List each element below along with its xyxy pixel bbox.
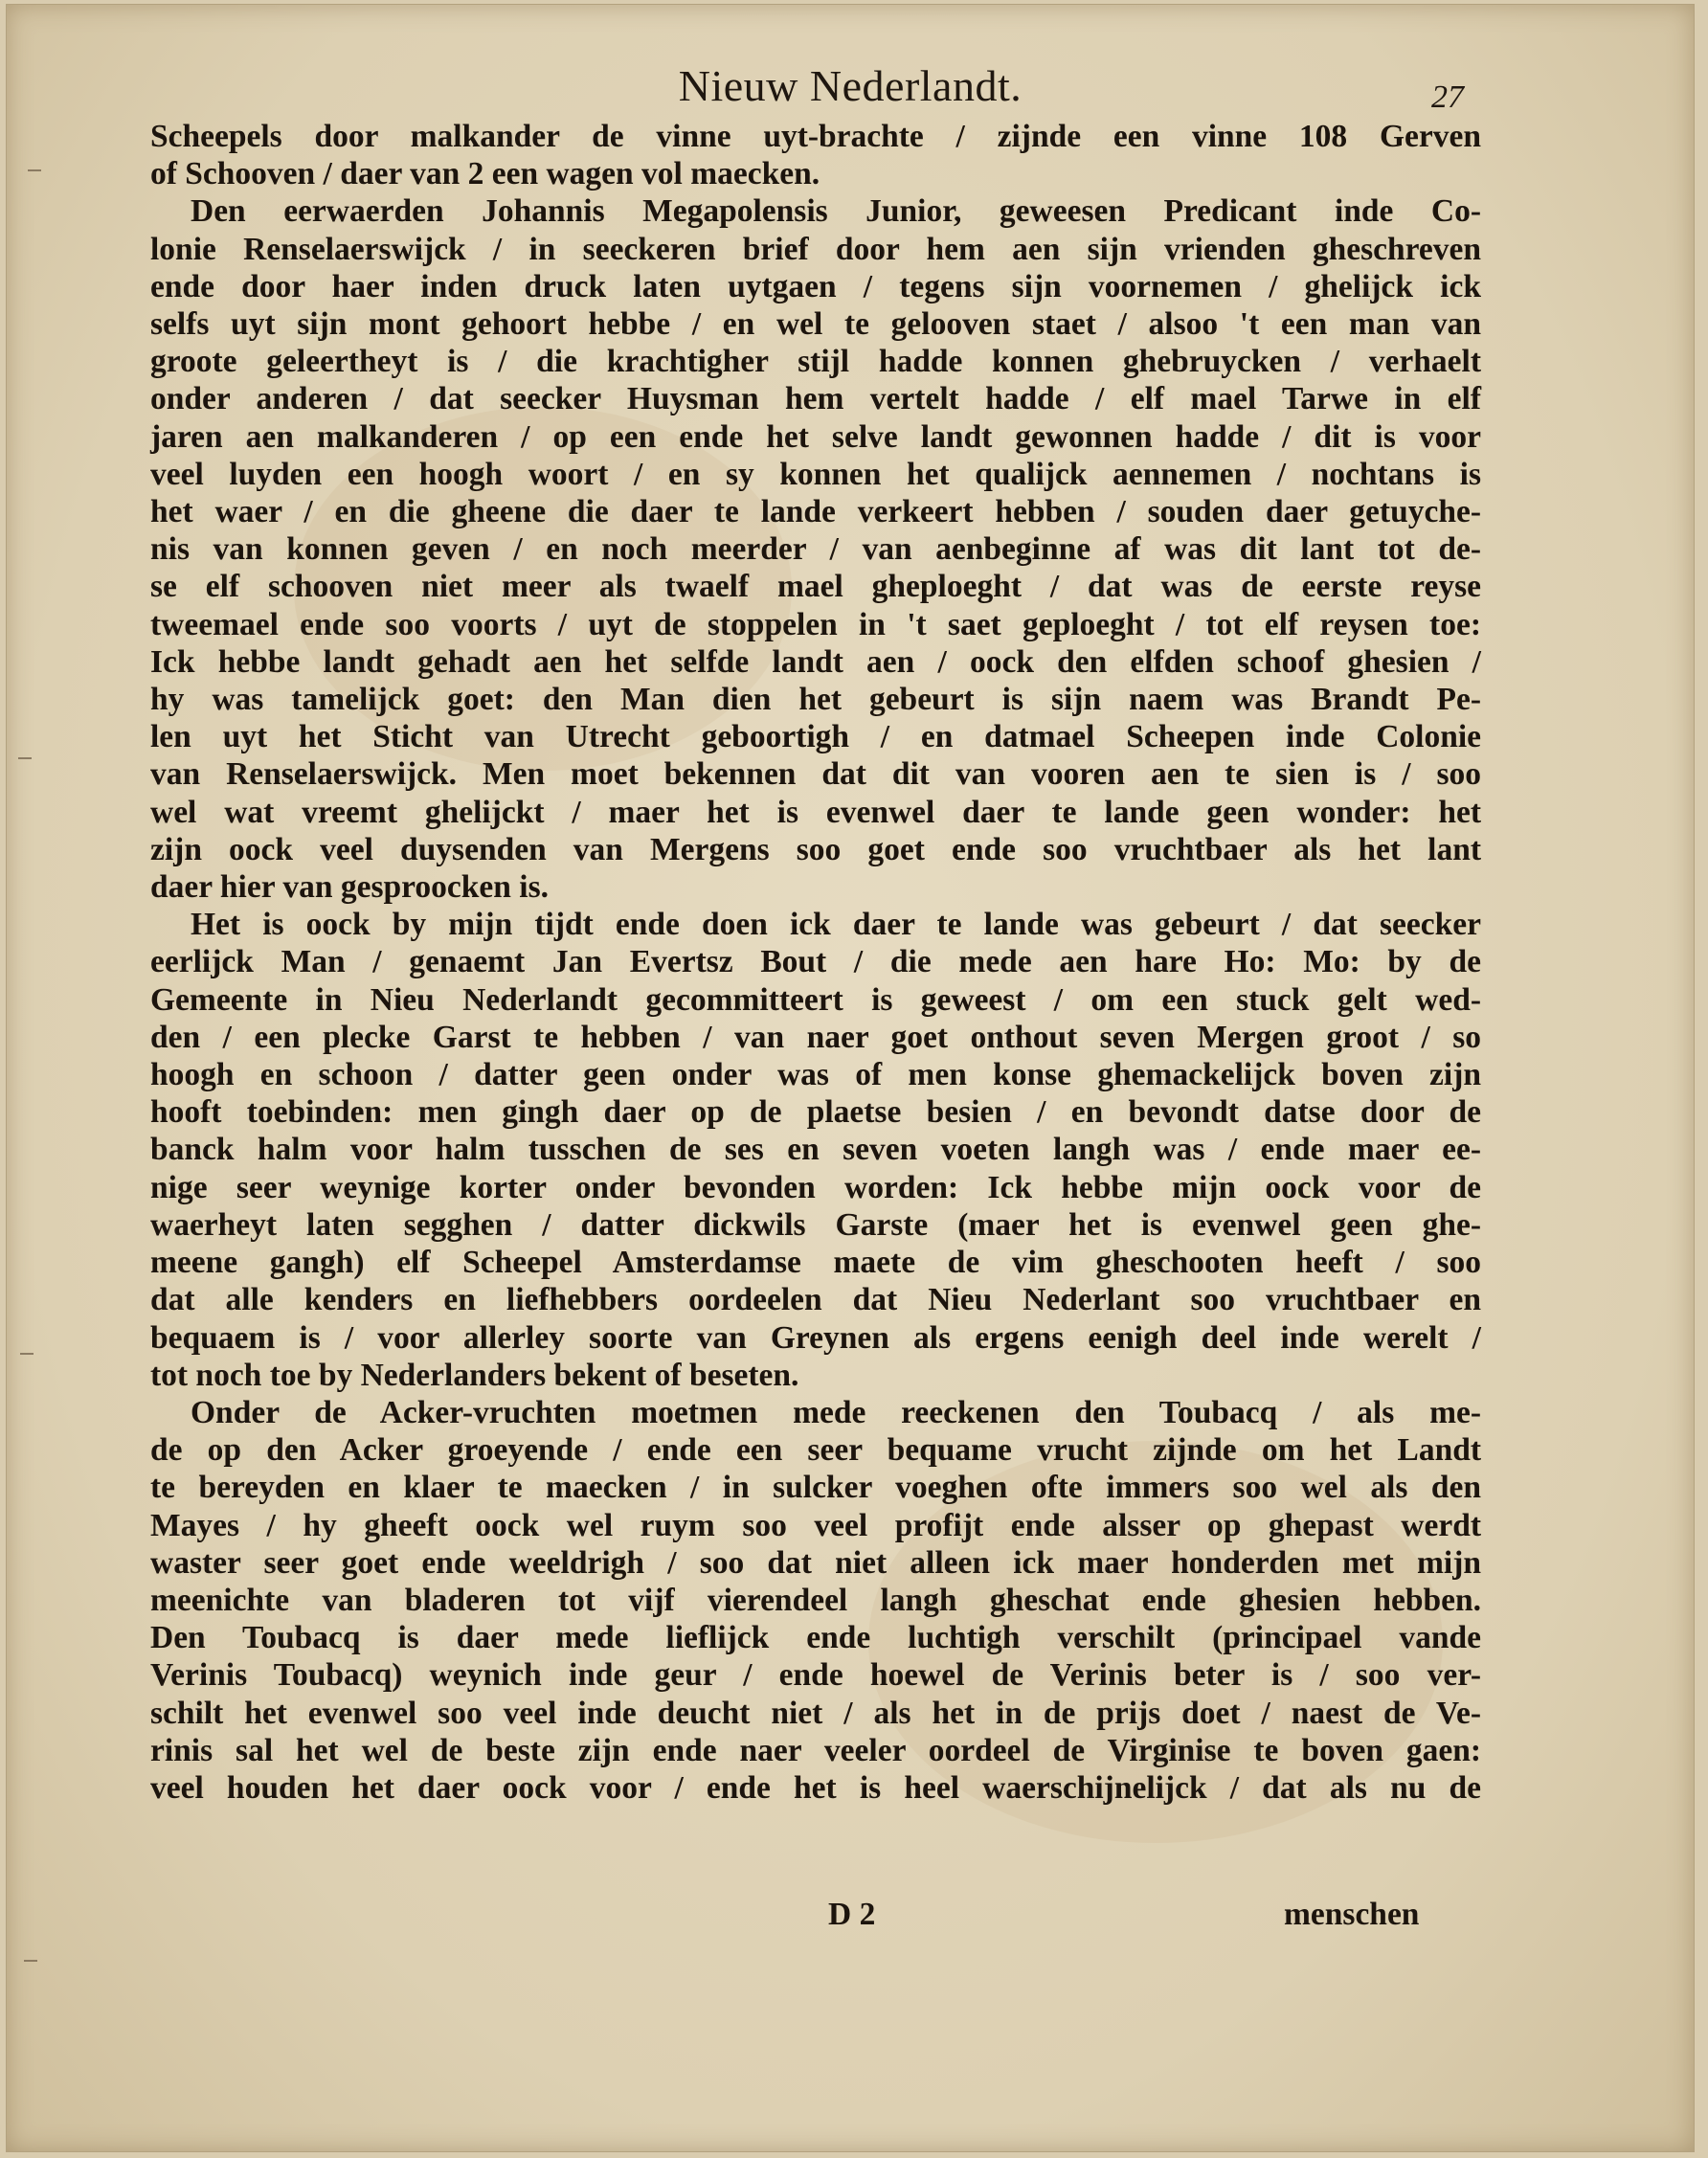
text-line: het waer / en die gheene die daer te lande verkeert hebben / souden daer getuyche-	[150, 494, 1481, 530]
text-line: Onder de Acker-vruchten moetmen mede reeckenen den Toubacq / als me-	[191, 1394, 1481, 1430]
text-line: tot noch toe by Nederlanders bekent of beseten.	[150, 1357, 799, 1393]
text-line: bequaem is / voor allerley soorte van Greynen als ergens eenigh deel inde werelt /	[150, 1319, 1481, 1356]
text-line: Gemeente in Nieu Nederlandt gecommitteert is geweest / om een stuck gelt wed-	[150, 981, 1481, 1018]
text-line: jaren aen malkanderen / op een ende het selve landt gewonnen hadde / dit is voor	[150, 418, 1481, 455]
text-line: waster seer goet ende weeldrigh / soo dat niet alleen ick maer honderden met mijn	[150, 1544, 1481, 1581]
text-line: veel luyden een hoogh woort / en sy konnen het qualijck aennemen / nochtans is	[150, 456, 1481, 492]
text-line: te bereyden en klaer te maecken / in sulcker voeghen ofte immers soo wel als den	[150, 1470, 1481, 1506]
page-number: 27	[1431, 79, 1464, 115]
text-line: Den eerwaerden Johannis Megapolensis Junior, geweesen Predicant inde Co-	[191, 193, 1481, 230]
text-line: schilt het evenwel soo veel inde deucht niet / als het in de prijs doet / naest de Ve-	[150, 1695, 1481, 1731]
text-line: groote geleertheyt is / die krachtigher stijl hadde konnen ghebruycken / verhaelt	[150, 344, 1481, 380]
text-line: hy was tamelijck goet: den Man dien het gebeurt is sijn naem was Brandt Pe-	[150, 682, 1481, 718]
text-line: van Renselaerswijck. Men moet bekennen dat dit van vooren aen te sien is / soo	[150, 756, 1481, 793]
text-line: hooft toebinden: men gingh daer op de plaetse besien / en bevondt datse door de	[150, 1094, 1481, 1131]
text-line: of Schooven / daer van 2 een wagen vol maecken.	[150, 156, 820, 192]
margin-mark	[24, 1960, 37, 1962]
text-line: eerlijck Man / genaemt Jan Evertsz Bout / die mede aen hare Ho: Mo: by de	[150, 944, 1481, 980]
text-line: nis van konnen geven / en noch meerder / van aenbeginne af was dit lant tot de-	[150, 531, 1481, 568]
margin-mark	[28, 169, 41, 171]
text-line: Scheepels door malkander de vinne uyt-brachte / zijnde een vinne 108 Gerven	[150, 119, 1481, 154]
margin-mark	[20, 1353, 34, 1355]
text-line: hoogh en schoon / datter geen onder was of men konse ghemackelijck boven zijn	[150, 1057, 1481, 1093]
text-line: Ick hebbe landt gehadt aen het selfde landt aen / oock den elfden schoof ghesien /	[150, 643, 1481, 680]
text-line: wel wat vreemt ghelijckt / maer het is evenwel daer te lande geen wonder: het	[150, 794, 1481, 830]
text-line: waerheyt laten segghen / datter dickwils Garste (maer het is evenwel geen ghe-	[150, 1206, 1481, 1243]
text-line: rinis sal het wel de beste zijn ende naer veeler oordeel de Virginise te boven gaen:	[150, 1732, 1481, 1768]
text-line: len uyt het Sticht van Utrecht geboortigh / en datmael Scheepen inde Colonie	[150, 719, 1481, 755]
text-line: nige seer weynige korter onder bevonden worden: Ick hebbe mijn oock voor de	[150, 1169, 1481, 1205]
text-line: meene gangh) elf Scheepel Amsterdamse maete de vim gheschooten heeft / soo	[150, 1245, 1481, 1281]
text-line: Mayes / hy gheeft oock wel ruym soo veel profijt ende alsser op ghepast werdt	[150, 1507, 1481, 1543]
margin-mark	[18, 757, 32, 759]
text-line: Verinis Toubacq) weynich inde geur / ende hoewel de Verinis beter is / soo ver-	[150, 1657, 1481, 1694]
paper-leaf	[6, 4, 1695, 2152]
text-line: Den Toubacq is daer mede lieflijck ende luchtigh verschilt (principael vande	[150, 1620, 1481, 1656]
text-line: Het is oock by mijn tijdt ende doen ick daer te lande was gebeurt / dat seecker	[191, 907, 1481, 943]
catchword: menschen	[1284, 1897, 1420, 1932]
text-line: banck halm voor halm tusschen de ses en seven voeten langh was / ende maer ee-	[150, 1132, 1481, 1168]
text-line: den / een plecke Garst te hebben / van naer goet onthout seven Mergen groot / so	[150, 1019, 1481, 1055]
text-line: daer hier van gesproocken is.	[150, 869, 549, 906]
text-line: lonie Renselaerswijck / in seeckeren brief door hem aen sijn vrienden gheschreven	[150, 231, 1481, 267]
text-line: zijn oock veel duysenden van Mergens soo goet ende soo vruchtbaer als het lant	[150, 831, 1481, 867]
text-line: selfs uyt sijn mont gehoort hebbe / en wel te gelooven staet / alsoo 't een man van	[150, 306, 1481, 343]
text-line: meenichte van bladeren tot vijf vierendeel langh gheschat ende ghesien hebben.	[150, 1582, 1481, 1618]
text-line: tweemael ende soo voorts / uyt de stoppelen in 't saet geploeght / tot elf reysen toe:	[150, 606, 1481, 642]
text-line: de op den Acker groeyende / ende een seer bequame vrucht zijnde om het Landt	[150, 1432, 1481, 1469]
text-line: veel houden het daer oock voor / ende het is heel waerschijnelijck / dat als nu de	[150, 1769, 1481, 1806]
text-line: onder anderen / dat seecker Huysman hem vertelt hadde / elf mael Tarwe in elf	[150, 381, 1481, 417]
running-head: Nieuw Nederlandt.	[678, 61, 1023, 110]
text-line: ende door haer inden druck laten uytgaen / tegens sijn voornemen / ghelijck ick	[150, 268, 1481, 304]
signature-mark: D 2	[828, 1897, 876, 1932]
body-text	[150, 118, 1481, 1807]
text-line: dat alle kenders en liefhebbers oordeelen dat Nieu Nederlant soo vruchtbaer en	[150, 1282, 1481, 1318]
text-line: se elf schooven niet meer als twaelf mael gheploeght / dat was de eerste reyse	[150, 569, 1481, 605]
